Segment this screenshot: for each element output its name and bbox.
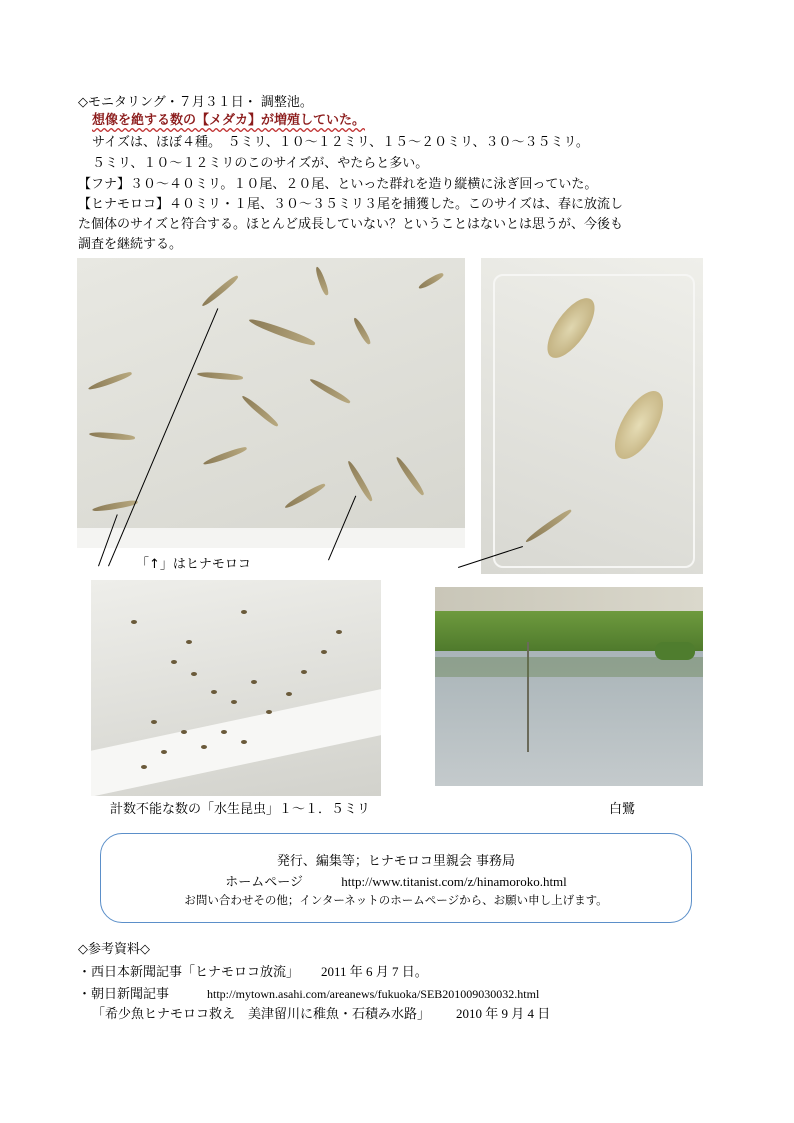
photo-insects-tray bbox=[91, 580, 381, 796]
homepage-line bbox=[101, 871, 691, 890]
homepage-link[interactable]: http://www.titanist.com/z/hinamoroko.html bbox=[341, 874, 567, 889]
insect-dot bbox=[151, 720, 157, 724]
body-line-5: た個体のサイズと符合する。ほとんど成長していない？ということはないとは思うが、今後も bbox=[78, 217, 623, 232]
body-line-2: ５ミリ、１０～１２ミリのこのサイズが、やたらと多い。 bbox=[92, 156, 429, 171]
body-line-1: サイズは、ほぼ４種。 ５ミリ、１０～１２ミリ、１５～２０ミリ、３０～３５ミリ。 bbox=[92, 135, 589, 150]
insect-dot bbox=[286, 692, 292, 696]
reference-1-date: 2011 年 6 月 7 日。 bbox=[321, 964, 428, 979]
insect-dot bbox=[181, 730, 187, 734]
insect-dot bbox=[161, 750, 167, 754]
reference-3-date: 2010 年 9 月 4 日 bbox=[456, 1006, 551, 1021]
reference-2-title: ・朝日新聞記事 bbox=[78, 987, 170, 1002]
egret-caption: 白鷺 bbox=[609, 802, 636, 817]
reference-3 bbox=[92, 1005, 550, 1024]
insect-dot bbox=[191, 672, 197, 676]
reference-1 bbox=[78, 963, 428, 982]
publisher-line: 発行、編集等；ヒナモロコ里親会 事務局 bbox=[276, 854, 516, 869]
body-line-4: 【ヒナモロコ】４０ミリ・１尾、３０～３５ミリ３尾を捕獲した。このサイズは、春に放流し bbox=[78, 197, 623, 212]
insect-dot bbox=[241, 610, 247, 614]
reference-3-title: 「希少魚ヒナモロコ救え 美津留川に稚魚・石積み水路」 bbox=[92, 1007, 431, 1022]
reference-1-title: ・西日本新聞記事「ヒナモロコ放流」 bbox=[78, 965, 300, 980]
contact-line: お問い合わせその他；インターネットのホームページから、お願い申し上げます。 bbox=[184, 893, 608, 907]
insect-dot bbox=[321, 650, 327, 654]
arrow-caption: 「↑」はヒナモロコ bbox=[136, 557, 251, 572]
insect-dot bbox=[336, 630, 342, 634]
body-line-3: 【フナ】３０～４０ミリ。１０尾、２０尾、といった群れを造り縦横に泳ぎ回っていた。 bbox=[78, 177, 598, 192]
insect-dot bbox=[241, 740, 247, 744]
insect-dot bbox=[221, 730, 227, 734]
reference-2-link[interactable]: http://mytown.asahi.com/areanews/fukuoka/SEB201009030032.html bbox=[207, 987, 540, 1001]
reference-2 bbox=[78, 985, 539, 1004]
insect-dot bbox=[251, 680, 257, 684]
insect-dot bbox=[231, 700, 237, 704]
insect-dot bbox=[301, 670, 307, 674]
insects-caption: 計数不能な数の「水生昆虫」１～１．５ミリ bbox=[110, 802, 371, 817]
insect-dot bbox=[131, 620, 137, 624]
homepage-label: ホームページ bbox=[225, 875, 303, 890]
insect-dot bbox=[266, 710, 272, 714]
heading: ◇モニタリング・７月３１日・ 調整池。 bbox=[78, 95, 313, 110]
references-title: ◇参考資料◇ bbox=[78, 942, 150, 957]
insect-dot bbox=[141, 765, 147, 769]
photo-funa-tray bbox=[481, 258, 703, 574]
insect-dot bbox=[171, 660, 177, 664]
highlight-span: 想像を絶する数の【メダカ】が増殖していた。 bbox=[92, 113, 366, 128]
publisher-info-box bbox=[100, 833, 692, 923]
highlight-text bbox=[92, 112, 365, 130]
body-line-6: 調査を継続する。 bbox=[78, 237, 183, 252]
insect-dot bbox=[201, 745, 207, 749]
insect-dot bbox=[186, 640, 192, 644]
photo-egret-pond bbox=[435, 587, 703, 786]
insect-dot bbox=[211, 690, 217, 694]
